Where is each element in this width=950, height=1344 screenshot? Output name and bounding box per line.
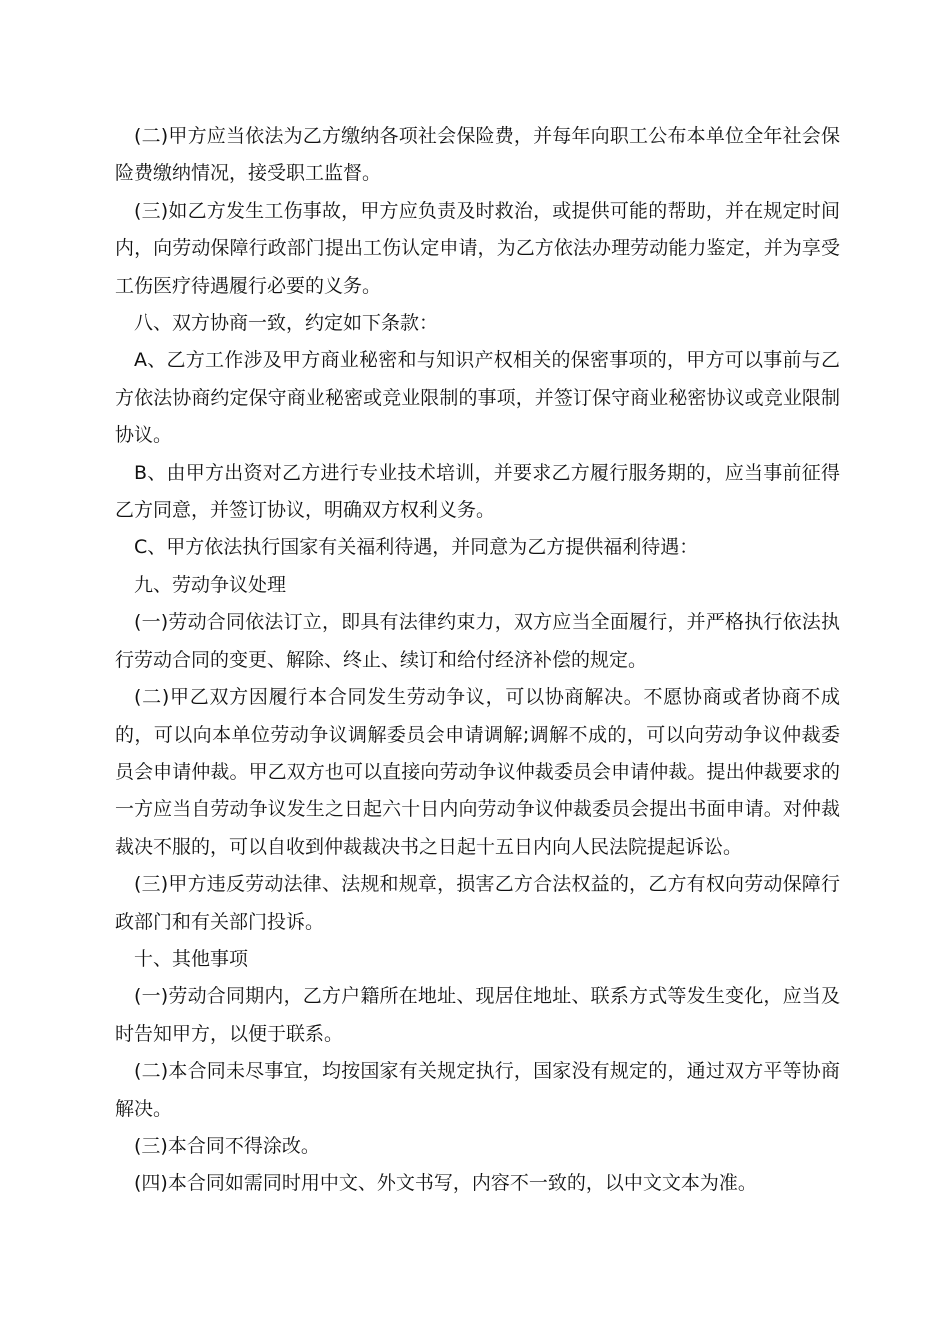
paragraph-contract-binding: (一)劳动合同依法订立，即具有法律约束力，双方应当全面履行，并严格执行依法执行劳动合同的变更、解除、终止、续订和给付经济补偿的规定。 bbox=[115, 611, 840, 671]
paragraph-no-alteration: (三)本合同不得涂改。 bbox=[134, 1134, 320, 1157]
paragraph-social-insurance: (二)甲方应当依法为乙方缴纳各项社会保险费，并每年向职工公布本单位全年社会保险费缴纳情况，接受职工监督。 bbox=[115, 125, 840, 185]
paragraph-language: (四)本合同如需同时用中文、外文书写，内容不一致的，以中文文本为准。 bbox=[134, 1172, 757, 1195]
paragraph-work-injury: (三)如乙方发生工伤事故，甲方应负责及时救治，或提供可能的帮助，并在规定时间内，向劳动保障行政部门提出工伤认定申请，为乙方依法办理劳动能力鉴定，并为享受工伤医疗待遇履行必要的义务。 bbox=[115, 199, 840, 297]
document-page bbox=[115, 118, 840, 1203]
clause-c-welfare: C、甲方依法执行国家有关福利待遇，并同意为乙方提供福利待遇： bbox=[134, 536, 699, 559]
section-heading-9: 九、劳动争议处理 bbox=[134, 573, 287, 596]
paragraph-dispute-resolution: (二)甲乙双方因履行本合同发生劳动争议，可以协商解决。不愿协商或者协商不成的，可以向本单位劳动争议调解委员会申请调解;调解不成的，可以向劳动争议仲裁委员会申请仲裁。甲乙双方也可以直接向劳动争议仲裁委员会申请仲裁。提出仲裁要求的一方应当自劳动争议发生之日起六十日内向劳动争议仲裁委员会提出书面申请。对仲裁裁决不服的，可以自收到仲裁裁决书之日起十五日内向人民法院提起诉讼。 bbox=[115, 686, 840, 858]
paragraph-unresolved-matters: (二)本合同未尽事宜，均按国家有关规定执行，国家没有规定的，通过双方平等协商解决。 bbox=[115, 1060, 840, 1120]
clause-a-confidentiality: A、乙方工作涉及甲方商业秘密和与知识产权相关的保密事项的，甲方可以事前与乙方依法协商约定保守商业秘密或竞业限制的事项，并签订保守商业秘密协议或竞业限制协议。 bbox=[115, 349, 840, 447]
paragraph-complaint: (三)甲方违反劳动法律、法规和规章，损害乙方合法权益的，乙方有权向劳动保障行政部门和有关部门投诉。 bbox=[115, 873, 840, 933]
section-heading-8: 八、双方协商一致，约定如下条款： bbox=[134, 312, 439, 335]
clause-b-training: B、由甲方出资对乙方进行专业技术培训，并要求乙方履行服务期的，应当事前征得乙方同意，并签订协议，明确双方权利义务。 bbox=[115, 461, 840, 522]
paragraph-info-change: (一)劳动合同期内，乙方户籍所在地址、现居住地址、联系方式等发生变化，应当及时告知甲方，以便于联系。 bbox=[115, 985, 840, 1045]
section-heading-10: 十、其他事项 bbox=[134, 947, 249, 970]
